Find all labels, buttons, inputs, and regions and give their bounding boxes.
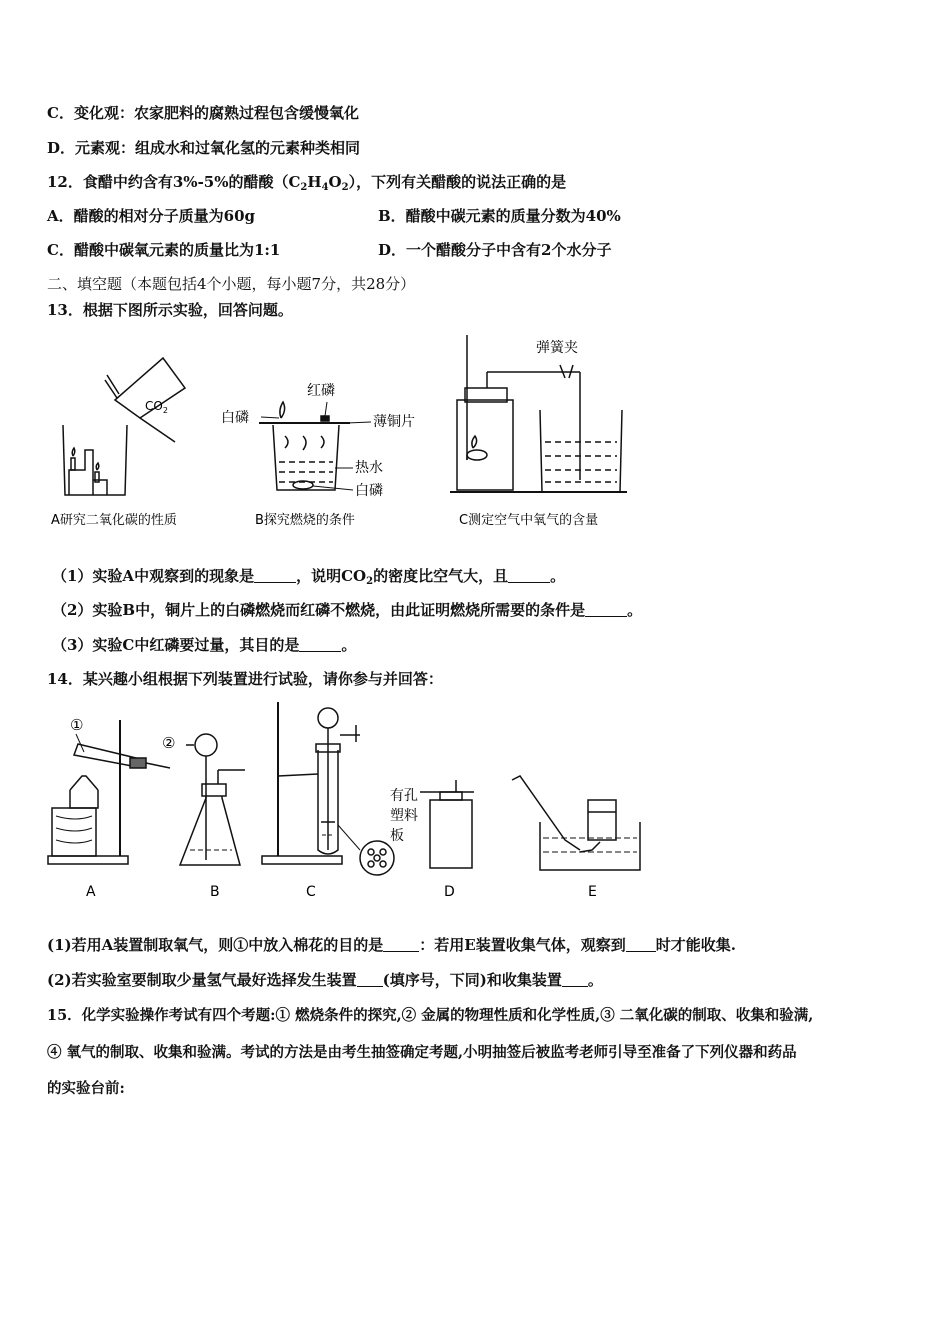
fig-a-caption: A研究二氧化碳的性质	[51, 513, 177, 528]
answer-blank[interactable]	[508, 568, 550, 583]
fig-c-caption: C测定空气中氧气的含量	[459, 513, 599, 528]
q15-line-2: ④ 氧气的制取、收集和验满。考试的方法是由考生抽签确定考题,小明抽签后被监考老师引导至准备了下列仪器和药品	[47, 1044, 797, 1061]
apparatus-c	[262, 702, 394, 875]
q12-option-c: C．醋酸中碳氧元素的质量比为1:1	[47, 241, 281, 259]
q12-option-a: A．醋酸的相对分子质量为60g	[47, 207, 256, 225]
plate-label-1: 有孔	[390, 788, 418, 804]
answer-blank[interactable]	[383, 937, 419, 952]
label-b: B	[210, 884, 220, 900]
answer-blank[interactable]	[254, 568, 296, 583]
q12-option-d: D．一个醋酸分子中含有2个水分子	[378, 241, 612, 259]
label-d: D	[444, 884, 455, 900]
apparatus-b	[180, 734, 245, 865]
q14-figure	[40, 700, 660, 905]
answer-blank[interactable]	[299, 637, 341, 652]
q14-part-2: (2)若实验室要制取少量氢气最好选择发生装置 (填序号，下同)和收集装置 。	[47, 971, 603, 989]
q11-option-c: C．变化观：农家肥料的腐熟过程包含缓慢氧化	[47, 104, 359, 122]
q12-stem: 12．食醋中约含有3%-5%的醋酸$(C_2H_4O_2)$，下列有关醋酸的说法正确的是	[47, 173, 567, 193]
q12-option-b: B．醋酸中碳元素的质量分数为40%	[378, 207, 621, 225]
fig-b-hot-water: 热水	[355, 460, 383, 476]
answer-blank[interactable]	[357, 972, 383, 987]
answer-blank[interactable]	[585, 602, 627, 617]
fig-c-spring-clip: 弹簧夹	[536, 340, 578, 356]
plate-label-3: 板	[390, 828, 404, 844]
fig-a-co2-label: $CO_2$	[145, 399, 168, 415]
q14-stem: 14．某兴趣小组根据下列装置进行试验，请你参与并回答：	[47, 670, 443, 688]
q13-figure	[45, 330, 665, 535]
label-c: C	[306, 884, 316, 900]
fig-a-beaker	[63, 425, 127, 495]
apparatus-a	[48, 720, 170, 864]
q13-part-2: （2）实验B中，铜片上的白磷燃烧而红磷不燃烧，由此证明燃烧所需要的条件是 。	[52, 601, 643, 619]
mark-1: ①	[70, 716, 84, 734]
fig-b-white-phosphorus: 白磷	[221, 410, 249, 426]
fig-b-caption: B探究燃烧的条件	[255, 513, 355, 528]
fig-b-white-phosphorus-2: 白磷	[355, 483, 383, 499]
mark-2: ②	[162, 734, 176, 752]
q15-line-3: 的实验台前:	[47, 1080, 125, 1097]
apparatus-d	[420, 780, 474, 868]
q15-line-1: 15．化学实验操作考试有四个考题:① 燃烧条件的探究,② 金属的物理性质和化学性质,③ 二氧化碳的制取、收集和验满,	[47, 1007, 814, 1024]
plate-label-2: 塑料	[390, 808, 418, 824]
answer-blank[interactable]	[562, 972, 588, 987]
fig-b-copper-sheet: 薄铜片	[373, 414, 415, 430]
answer-blank[interactable]	[626, 937, 656, 952]
apparatus-e	[512, 776, 640, 870]
q13-stem: 13．根据下图所示实验，回答问题。	[47, 301, 293, 319]
q13-part-1: （1）实验A中观察到的现象是 ，说明$CO_2$的密度比空气大，且 。	[52, 567, 566, 587]
q11-option-d: D．元素观：组成水和过氧化氢的元素种类相同	[47, 139, 361, 157]
section-heading: 二、填空题（本题包括4个小题，每小题7分，共28分）	[47, 275, 416, 293]
q14-part-1: (1)若用A装置制取氧气，则①中放入棉花的目的是 ：若用E装置收集气体，观察到 时才能收集.	[47, 936, 736, 954]
label-a: A	[86, 884, 96, 900]
fig-b-red-phosphorus: 红磷	[307, 383, 335, 399]
fig-c-apparatus	[450, 335, 627, 492]
fig-b-apparatus	[259, 402, 350, 490]
label-e: E	[588, 884, 597, 900]
q13-part-3: （3）实验C中红磷要过量，其目的是 。	[52, 636, 357, 654]
